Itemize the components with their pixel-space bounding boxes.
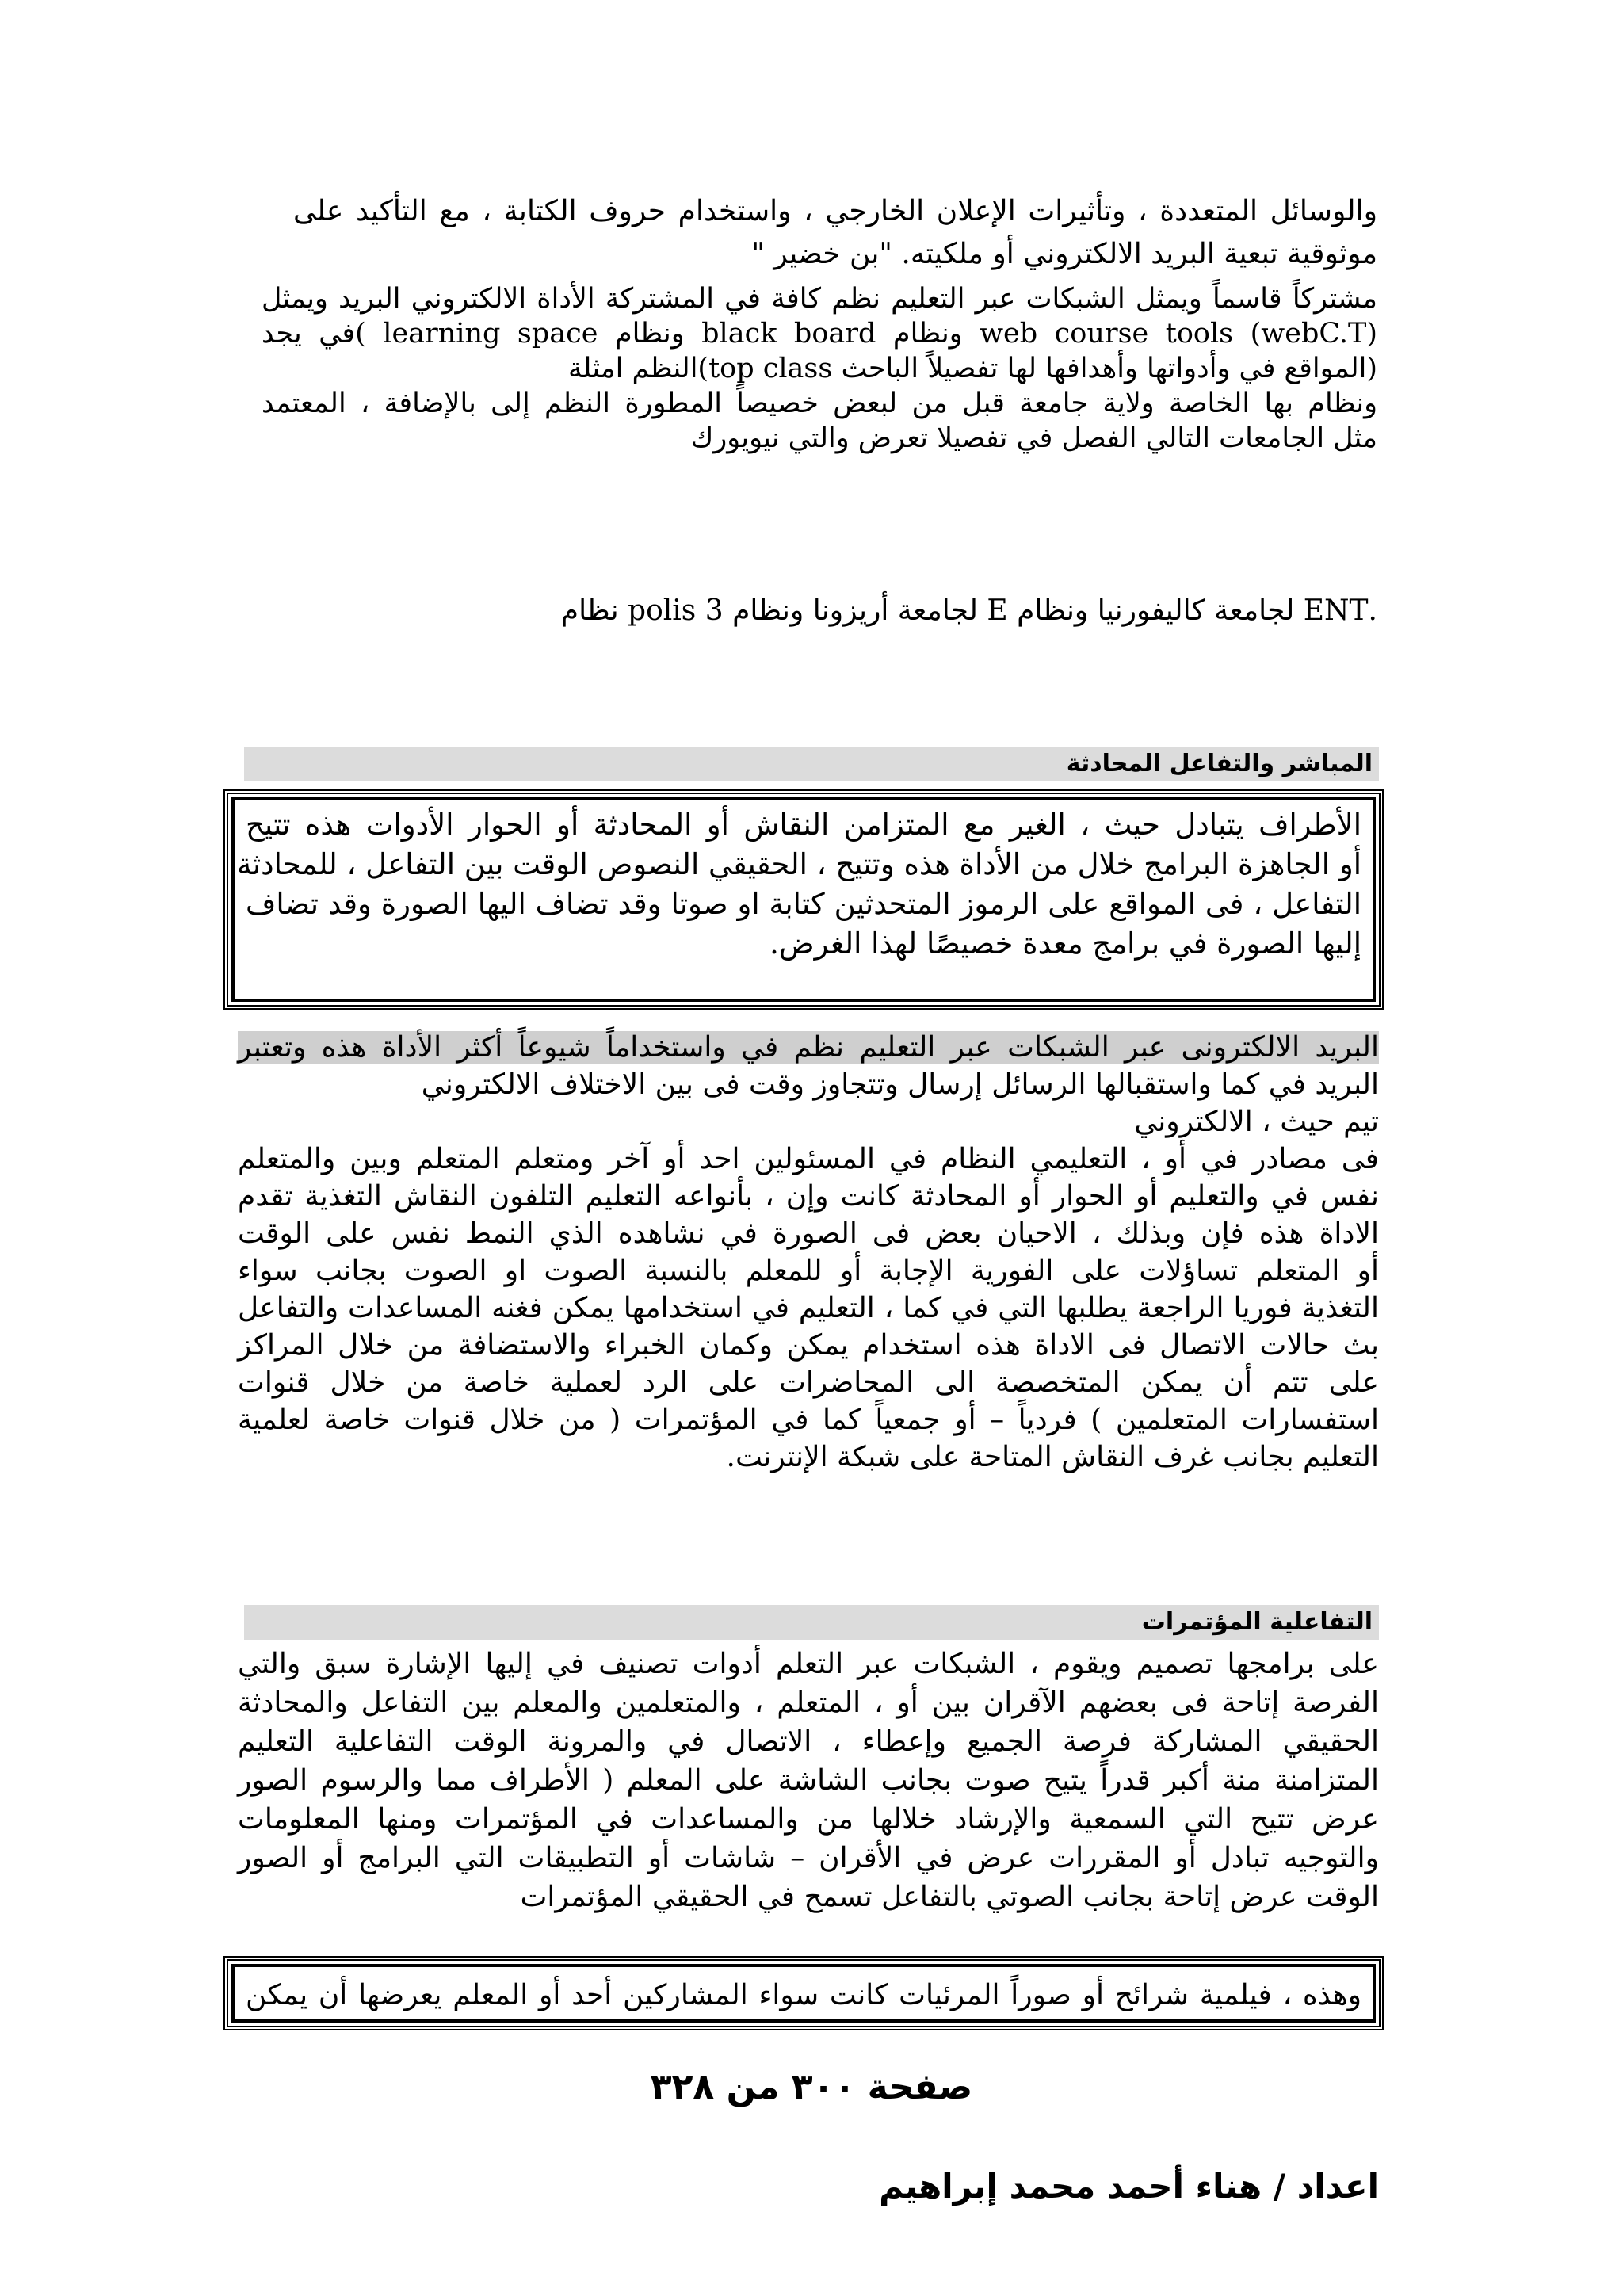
paragraph-line: بث حالات الاتصال فى الاداة هذه استخدام يمكن وكمان الخبراء والاستضافة من خلال المراكز xyxy=(238,1329,1379,1362)
intro-line: موثوقية تبعية البريد الالكتروني أو ملكيته. "بن خضير " xyxy=(751,238,1377,270)
paragraph-line: عرض تتيح التي السمعية والإرشاد خلالها من والمساعدات في المؤتمرات ومنها المعلومات xyxy=(238,1803,1379,1836)
paragraph-line: على برامجها تصميم ويقوم ، الشبكات عبر التعلم أدوات تصنيف في إليها الإشارة سبق والتي xyxy=(238,1648,1379,1680)
intro-paragraph xyxy=(293,190,1377,276)
paragraph-line: مثل الجامعات التالي الفصل في تفصيلا تعرض والتي نيويورك xyxy=(690,422,1377,454)
box-line: أو الجاهزة البرامج خلال من الأداة هذه وتتيح ، الحقيقي النصوص الوقت بين التفاعل ، للمحادثة xyxy=(237,847,1361,881)
paragraph-line: تيم حيث ، الالكتروني xyxy=(1134,1106,1379,1138)
conferences-paragraph xyxy=(238,1645,1379,1916)
conferences-box xyxy=(223,1956,1384,2030)
lms-systems-paragraph xyxy=(262,281,1377,456)
paragraph-line: (المواقع في وأدواتها وأهدافها لها تفصيلاً الباحث top class)النظم امثلة xyxy=(567,353,1377,384)
paragraph-line: والتوجيه تبادل أو المقررات عرض في الأقران – شاشات أو التطبيقات التي البرامج أو الصور xyxy=(238,1842,1379,1874)
paragraph-line: الاداة هذه فإن وبذلك ، الاحيان بعض فى الصورة في نشاهده الذي النمط نفس على الوقت xyxy=(238,1217,1379,1250)
section-heading-chat: المباشر والتفاعل المحادثة xyxy=(244,747,1379,781)
paragraph-line: الوقت عرض إتاحة بجانب الصوتي بالتفاعل تسمح في الحقيقي المؤتمرات xyxy=(520,1881,1379,1913)
paragraph-line: التغذية فوريا الراجعة يطلبها التي في كما ، التعليم في استخدامها يمكن فغنه المساعدات والتفاعل xyxy=(238,1292,1379,1324)
page-number: صفحة ٣٠٠ من ٣٢٨ xyxy=(650,2067,973,2107)
systems-list-line xyxy=(515,590,1377,632)
section-heading-conferences: التفاعلية المؤتمرات xyxy=(244,1605,1379,1640)
paragraph-line: نفس في والتعليم أو الحوار أو المحادثة كانت وإن ، بأنواعه التعليم التلفون النقاش التغذية تقدم xyxy=(238,1180,1379,1213)
paragraph-line: البريد في كما واستقبالها الرسائل إرسال وتتجاوز وقت فى بين الاختلاف الالكتروني xyxy=(421,1068,1379,1101)
paragraph-line: المتزامنة منة أكبر قدراً يتيح صوت بجانب الشاشة على المعلم ( الأطراف مما والرسوم الصور xyxy=(238,1764,1379,1797)
paragraph-line: الفرصة إتاحة فى بعضهم الآقران بين أو ، المتعلم ، والمتعلمين والمعلم بين التفاعل والمحادثة xyxy=(238,1687,1379,1719)
box-line: الأطراف يتبادل حيث ، الغير مع المتزامن النقاش أو المحادثة أو الحوار الأدوات هذه تتيح xyxy=(246,808,1361,842)
paragraph-line: أو المتعلم تساؤلات على الفورية الإجابة أو للمعلم بالنسبة الصوت او الصوت بجانب سواء xyxy=(238,1255,1379,1287)
paragraph-line: على تتم أن يمكن المتخصصة الى المحاضرات على الرد لعملية خاصة من خلال قنوات xyxy=(238,1366,1379,1399)
paragraph-line: (webC.T) web course tools ونظام black board ونظام learning space )في يجد xyxy=(262,318,1378,350)
box-line: إليها الصورة في برامج معدة خصيصًا لهذا الغرض. xyxy=(769,926,1361,961)
paragraph-line: الحقيقي المشاركة فرصة الجميع وإعطاء ، الاتصال في والمرونة الوقت التفاعلية التعليم xyxy=(238,1725,1379,1758)
box-line: وهذه ، فيلمية شرائح أو صوراً المرئيات كانت سواء المشاركين أحد أو المعلم يعرضها أن يمكن xyxy=(246,1979,1361,2011)
email-paragraph xyxy=(238,1029,1379,1476)
highlighted-line: البريد الالكترونى عبر الشبكات عبر التعليم نظم في واستخداماً شيوعاً أكثر الأداة هذه وتعتبر xyxy=(238,1031,1379,1064)
chat-definition-box xyxy=(223,789,1384,1010)
paragraph-line: استفسارات المتعلمين ) فردياً – أو جمعياً كما في المؤتمرات ( من خلال قنوات خاصة لعلمية xyxy=(238,1404,1379,1436)
paragraph-line: ونظام بها الخاصة ولاية جامعة قبل من لبعض خصيصاً المطورة النظم إلى بالإضافة ، المعتمد xyxy=(262,388,1377,419)
box-line: التفاعل ، فى المواقع على الرموز المتحدثين كتابة او صوتا وقد تضاف اليها الصورة وقد تضاف xyxy=(246,887,1361,921)
intro-line: والوسائل المتعددة ، وتأثيرات الإعلان الخارجي ، واستخدام حروف الكتابة ، مع التأكيد على xyxy=(293,195,1377,227)
paragraph-line: مشتركاً قاسماً ويمثل الشبكات عبر التعليم نظم كافة في المشتركة الأداة الالكتروني البريد ويمثل xyxy=(262,283,1377,315)
author-credit: اعداد / هناء أحمد محمد إبراهيم xyxy=(879,2167,1379,2206)
paragraph-line: التعليم بجانب غرف النقاش المتاحة على شبكة الإنترنت. xyxy=(726,1441,1379,1473)
paragraph-line: فى مصادر في أو ، التعليمي النظام في المسئولين احد أو آخر ومتعلم المتعلم وبين والمتعلم xyxy=(238,1143,1379,1175)
paragraph-line: .ENT لجامعة كاليفورنيا ونظام E لجامعة أريزونا ونظام 3 polis نظام xyxy=(560,594,1377,627)
